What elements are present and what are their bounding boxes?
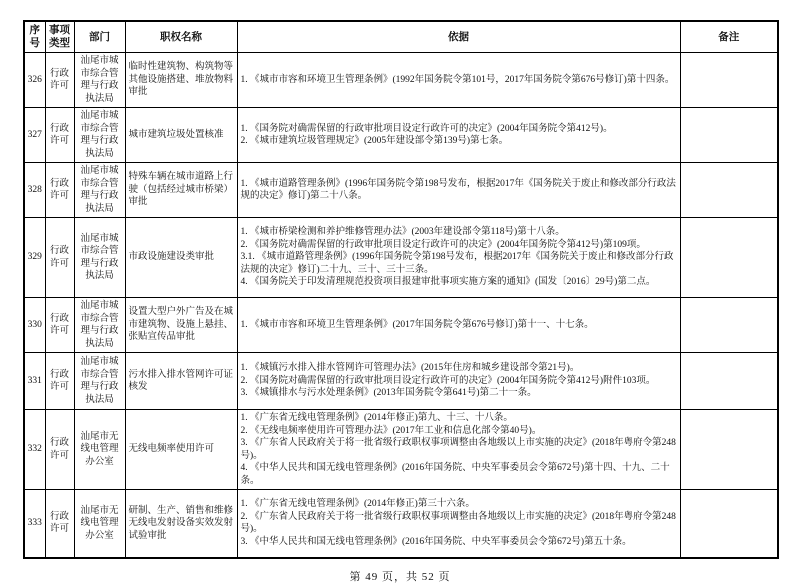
basis-item: 1. 《城市道路管理条例》(1996年国务院令第198号发布，根据2017年《国务院关于废止和修改部分行政法规的决定》修订)第二十八条。	[240, 178, 676, 201]
page-number: 第 49 页，共 52 页	[349, 570, 451, 583]
basis-item: 2. 《国务院对确需保留的行政审批项目设定行政许可的决定》(2004年国务院令第412号)附件103项。	[240, 375, 656, 386]
cell-authority-name: 特殊车辆在城市道路上行驶（包括经过城市桥梁）审批	[125, 163, 237, 218]
cell-item-type: 行政许可	[45, 53, 74, 108]
cell-remarks	[680, 353, 778, 410]
cell-serial-number: 326	[24, 53, 45, 108]
cell-item-type: 行政许可	[45, 410, 74, 490]
cell-department: 汕尾市城市综合管理与行政执法局	[74, 108, 125, 163]
cell-legal-basis	[237, 53, 680, 108]
basis-item: 1. 《广东省无线电管理条例》(2014年修正)第九、十三、十八条。	[240, 413, 513, 423]
cell-legal-basis	[237, 218, 680, 298]
basis-item: 1. 《城市桥梁检测和养护维修管理办法》(2003年建设部令第118号)第十八条。	[240, 227, 565, 238]
cell-serial-number: 328	[24, 163, 45, 218]
basis-item: 3. 《中华人民共和国无线电管理条例》(2016年国务院、中央军事委员会令第672号)第五十条。	[240, 536, 632, 547]
header-serial-number: 序号	[24, 21, 45, 53]
table-row	[24, 410, 778, 490]
permissions-table	[23, 20, 779, 559]
cell-remarks	[680, 108, 778, 163]
cell-authority-name: 研制、生产、销售和维修无线电发射设备实效发射试验审批	[125, 490, 237, 558]
cell-serial-number: 330	[24, 298, 45, 353]
cell-department: 汕尾市城市综合管理与行政执法局	[74, 298, 125, 353]
cell-department: 汕尾市城市综合管理与行政执法局	[74, 53, 125, 108]
table-row	[24, 298, 778, 353]
cell-authority-name: 设置大型户外广告及在城市建筑物、设施上悬挂、张贴宣传品审批	[125, 298, 237, 353]
basis-item: 4. 《国务院关于印发清理规范投资项目报建审批事项实施方案的通知》(国发〔2016〕29号)第二点。	[240, 277, 656, 288]
cell-serial-number: 331	[24, 353, 45, 410]
cell-serial-number: 332	[24, 410, 45, 490]
cell-authority-name: 临时性建筑物、构筑物等其他设施搭建、堆放物料审批	[125, 53, 237, 108]
basis-item: 3. 《城镇排水与污水处理条例》(2013年国务院令第641号)第二十一条。	[240, 388, 537, 399]
cell-remarks	[680, 53, 778, 108]
basis-item: 2. 《城市建筑垃圾管理规定》(2005年建设部令第139号)第七条。	[240, 136, 509, 146]
table-header-row	[24, 21, 778, 53]
cell-authority-name: 城市建筑垃圾处置核准	[125, 108, 237, 163]
header-department: 部门	[74, 21, 125, 53]
cell-item-type: 行政许可	[45, 298, 74, 353]
cell-item-type: 行政许可	[45, 108, 74, 163]
cell-serial-number: 327	[24, 108, 45, 163]
cell-remarks	[680, 163, 778, 218]
basis-item: 2. 《广东省人民政府关于将一批省级行政职权事项调整由各地级以上市实施的决定》(2018年粤府令第248号)。	[240, 511, 676, 535]
basis-item: 3. 《广东省人民政府关于将一批省级行政职权事项调整由各地级以上市实施的决定》(2018年粤府令第248号)。	[240, 438, 676, 461]
basis-item: 2. 《无线电频率使用许可管理办法》(2017年工业和信息化部令第40号)。	[240, 425, 542, 436]
cell-serial-number: 329	[24, 218, 45, 298]
cell-legal-basis	[237, 298, 680, 353]
basis-item: 1. 《城镇污水排入排水管网许可管理办法》(2015年住房和城乡建设部令第21号)。	[240, 363, 580, 374]
table-row	[24, 218, 778, 298]
table-row	[24, 53, 778, 108]
cell-legal-basis	[237, 163, 680, 218]
cell-remarks	[680, 410, 778, 490]
cell-legal-basis	[237, 410, 680, 490]
cell-authority-name: 无线电频率使用许可	[125, 410, 237, 490]
header-item-type: 事项类型	[45, 21, 74, 53]
header-legal-basis: 依据	[237, 21, 680, 53]
cell-department: 汕尾市无线电管理办公室	[74, 410, 125, 490]
cell-remarks	[680, 298, 778, 353]
cell-department: 汕尾市城市综合管理与行政执法局	[74, 353, 125, 410]
table-row	[24, 353, 778, 410]
basis-item: 1. 《城市市容和环境卫生管理条例》(1992年国务院令第101号，2017年国务院令第676号修订)第十四条。	[240, 74, 675, 85]
cell-legal-basis	[237, 108, 680, 163]
table-body	[24, 53, 778, 558]
cell-legal-basis	[237, 353, 680, 410]
basis-item: 1. 《广东省无线电管理条例》(2014年修正)第三十六条。	[240, 499, 475, 510]
cell-department: 汕尾市城市综合管理与行政执法局	[74, 218, 125, 298]
table-row	[24, 490, 778, 558]
header-remarks: 备注	[680, 21, 778, 53]
table-row	[24, 163, 778, 218]
cell-item-type: 行政许可	[45, 218, 74, 298]
cell-remarks	[680, 218, 778, 298]
basis-item: 2. 《国务院对确需保留的行政审批项目设定行政许可的决定》(2004年国务院令第412号)第109项。	[240, 239, 646, 250]
basis-item: 3.1. 《城市道路管理条例》(1996年国务院令第198号发布，根据2017年《国务院关于废止和修改部分行政法规的决定》修订)二十九、三十、三十三条。	[240, 252, 674, 275]
cell-authority-name: 市政设施建设类审批	[125, 218, 237, 298]
basis-item: 1. 《城市市容和环境卫生管理条例》(2017年国务院令第676号修订)第十一、十七条。	[240, 319, 594, 330]
cell-remarks	[680, 490, 778, 558]
cell-item-type: 行政许可	[45, 490, 74, 558]
header-authority-name: 职权名称	[125, 21, 237, 53]
cell-legal-basis	[237, 490, 680, 558]
cell-item-type: 行政许可	[45, 353, 74, 410]
cell-department: 汕尾市无线电管理办公室	[74, 490, 125, 558]
cell-serial-number: 333	[24, 490, 45, 558]
cell-authority-name: 污水排入排水管网许可证核发	[125, 353, 237, 410]
basis-item: 1. 《国务院对确需保留的行政审批项目设定行政许可的决定》(2004年国务院令第412号)。	[240, 123, 613, 134]
basis-item: 4. 《中华人民共和国无线电管理条例》(2016年国务院、中央军事委员会令第672号)第十四、十九、二十条。	[240, 463, 670, 486]
cell-item-type: 行政许可	[45, 163, 74, 218]
cell-department: 汕尾市城市综合管理与行政执法局	[74, 163, 125, 218]
table-row	[24, 108, 778, 163]
